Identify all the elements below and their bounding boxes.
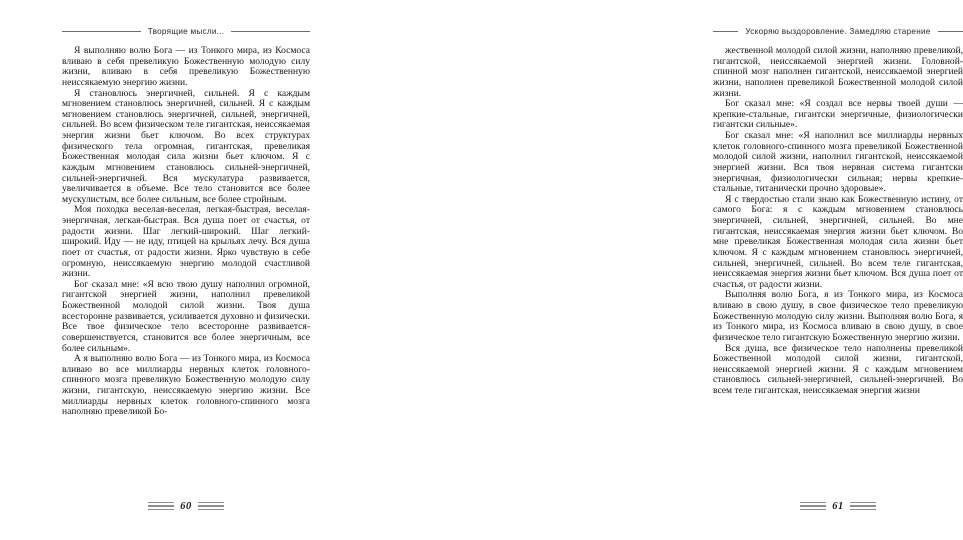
right-page — [341, 0, 963, 540]
paragraph: Бог сказал мне: «Я всю твою душу наполнил огромной, гигантской энергией жизни, наполнил превеликой Божественной молодой силой жизни. Твоя душа всесторонне развивается, усиливается духовно и физически. Все твое физическое тело всесторонне развивается-совершенствуется, становится все более энергичным, все более сильным». — [62, 278, 310, 354]
right-page-number: 61 — [832, 500, 844, 512]
left-page — [0, 0, 341, 540]
running-head-rule-left — [62, 31, 141, 32]
right-page-running-head — [713, 24, 963, 38]
folio-ornament-left — [800, 502, 826, 510]
left-page-text-column — [62, 46, 310, 418]
right-page-running-head-text: Ускоряю выздоровление. Замедляю старение — [745, 26, 931, 36]
paragraph: Вся душа, все физическое тело наполнены превеликой Божественной молодой силой жизни, гигантской, неиссякаемой энергией жизни. Я с каждым мгновением становлюсь сильней-энергичней, сильней-энергичней. Во всем теле гигантская, неиссякаемая энергия жизни — [713, 342, 963, 396]
paragraph: А я выполняю волю Бога — из Тонкого мира, из Космоса вливаю во все миллиарды нервных клеток головного-спинного мозга превеликую Божественную молодую силу жизни, гигантскую, неиссякаемую энергию жизни. Все миллиарды нервных клеток головного-спинного мозга наполняю превеликой Бо- — [62, 353, 310, 418]
folio-ornament-left — [148, 502, 174, 510]
paragraph: Бог сказал мне: «Я создал все нервы твоей души — крепкие-стальные, гигантски энергичные, физиологически гигантски сильные». — [713, 98, 963, 131]
paragraph: Я выполняю волю Бога — из Тонкого мира, из Космоса вливаю в себя превеликую Божественную молодую силу жизни, вливаю в себя превеликую Божественную неиссякаемую энергию жизни. — [62, 45, 310, 88]
folio-ornament-right — [850, 502, 876, 510]
left-page-folio — [62, 498, 310, 514]
running-head-rule-left — [713, 31, 738, 32]
right-page-folio — [713, 498, 963, 514]
right-page-text-column — [713, 46, 963, 397]
running-head-rule-right — [938, 31, 963, 32]
left-page-number: 60 — [180, 500, 192, 512]
paragraph: Бог сказал мне: «Я наполнил все миллиарды нервных клеток головного-спинного мозга превеликой Божественной молодой силой жизни, наполнил гигантской, неиссякаемой энергией жизни. Вся твоя нервная система гигантски энергичная, физиологически сильная; нервы крепкие-стальные, титанически прочно здоровые». — [713, 130, 963, 195]
paragraph: Я с твердостью стали знаю как Божественную истину, от самого Бога: я с каждым мгновением становлюсь энергичней, сильней, энергичней, сильней. Во мне гигантская, неиссякаемая энергия жизни бьет ключом. Во мне превеликая Божественная молодая сила жизни бьет ключом. Я с каждым мгновением становлюсь энергичней, сильней, энергичней, сильней. Во всем теле гигантская, неиссякаемая энергия жизни бьет ключом. Вся душа поет от счастья, от радости жизни. — [713, 193, 963, 290]
running-head-rule-right — [231, 31, 310, 32]
paragraph: жественной молодой силой жизни, наполняю превеликой, гигантской, неиссякаемой энергией жизни. Головной-спинной мозг наполнен гигантской, неиссякаемой энергией жизни, наполнен превеликой Божественной молодой силой жизни. — [713, 45, 963, 99]
paragraph: Моя походка веселая-веселая, легкая-быстрая, веселая-энергичная, легкая-быстрая. Вся душа поет от счастья, от радости жизни. Шаг легкий-широкий. Шаг легкий-широкий. Иду — не иду, птицей на крыльях лечу. Вся душа поет от счастья, от радости жизни. Ярко чувствую в себе огромную, неиссякаемую энергию молодой счастливой жизни. — [62, 204, 310, 280]
folio-ornament-right — [198, 502, 224, 510]
left-page-running-head-text: Творящие мысли... — [147, 26, 225, 36]
paragraph: Я становлюсь энергичней, сильней. Я с каждым мгновением становлюсь энергичней, сильней. Я с каждым мгновением становлюсь энергичней, сильней, энергичней, сильней. Во всем физическом теле гигантская, неиссякаемая энергия жизни бьет ключом. Во всех структурах физического тела огромная, гигантская, превеликая Божественная молодая сила жизни бьет ключом. Я с каждым мгновением становлюсь сильней-энергичней, сильней-энергичней. Вся мускулатура развивается, увеличивается в объеме. Все тело становится все более мускулистым, все более сильным, все более стройным. — [62, 87, 310, 205]
paragraph: Выполняя волю Бога, я из Тонкого мира, из Космоса вливаю в свою душу, в свое физическое тело превеликую Божественную молодую силу жизни. Выполняя волю Бога, я из Тонкого мира, из Космоса вливаю в свою душу, в свое физическое тело гигантскую Божественную энергию жизни. — [713, 289, 963, 343]
left-page-running-head — [62, 24, 310, 38]
